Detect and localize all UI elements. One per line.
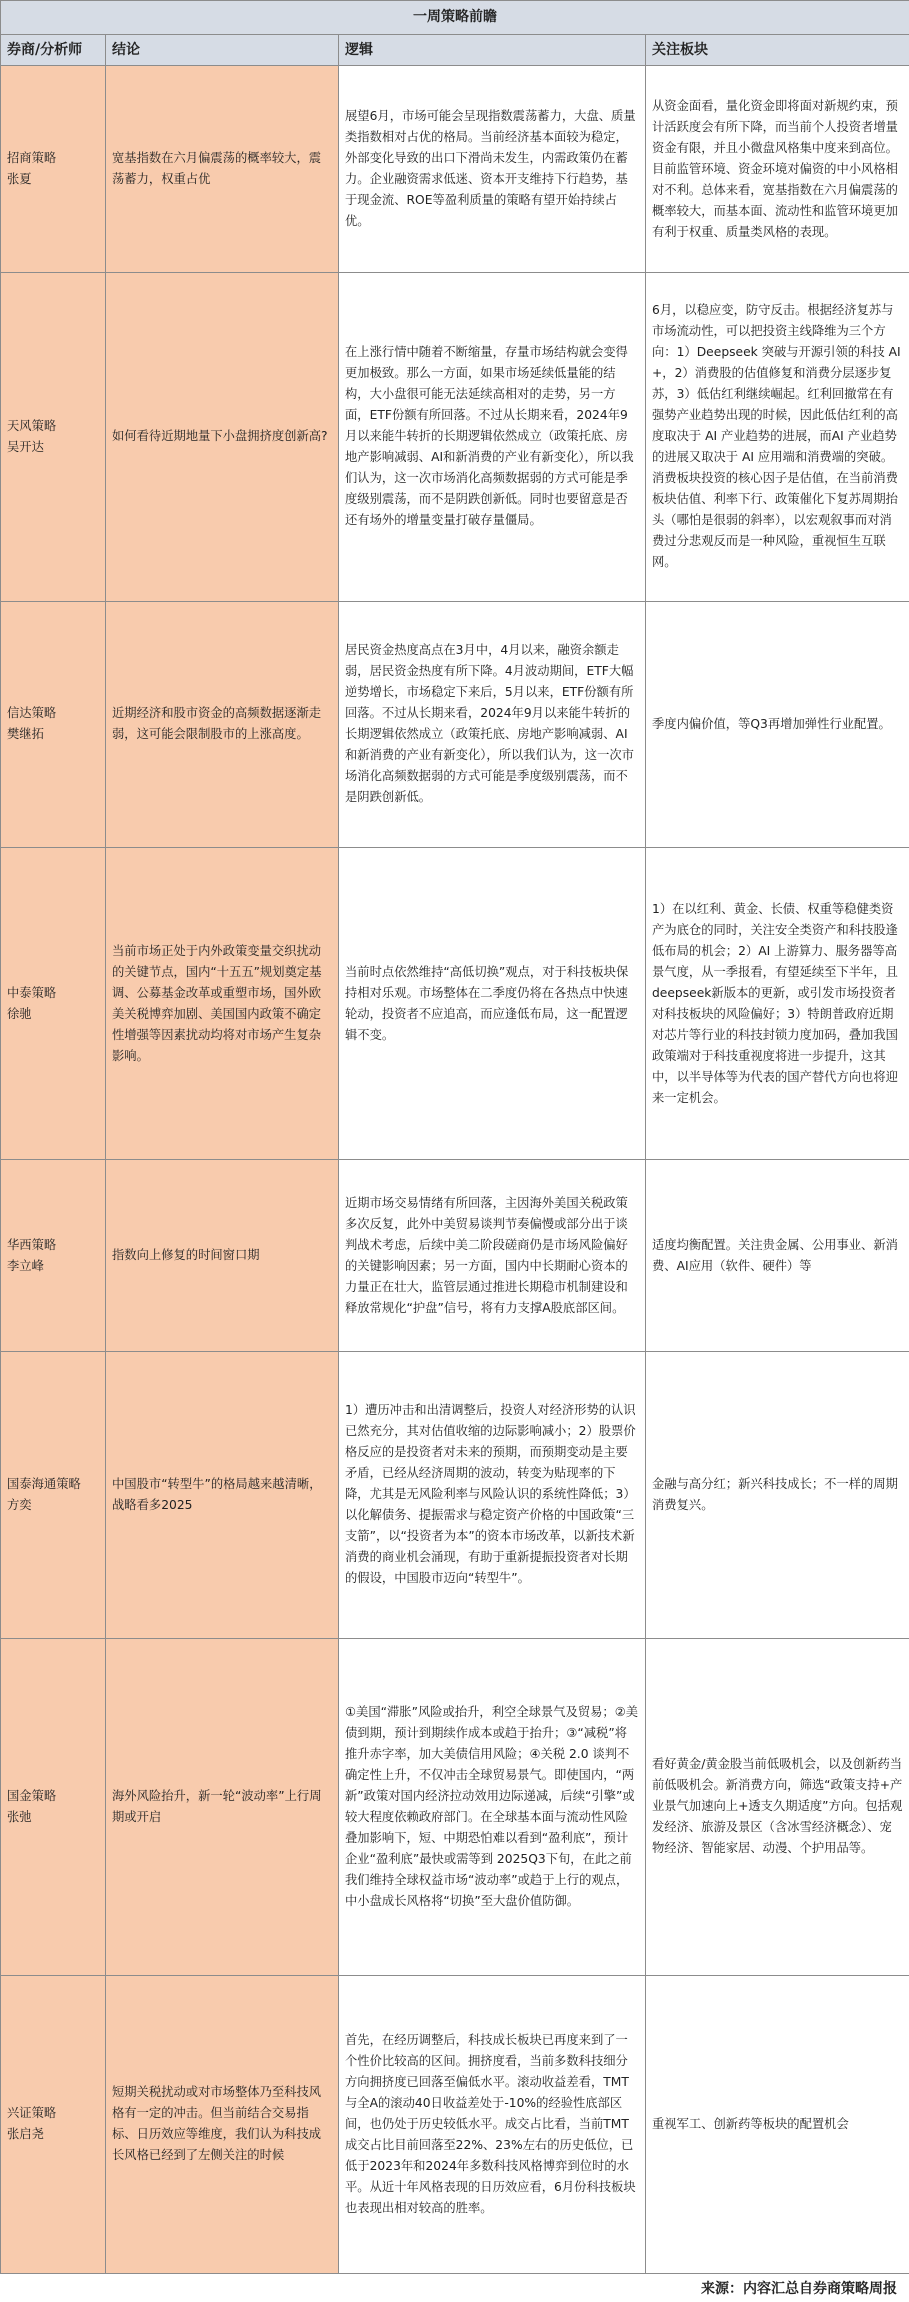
table-row bbox=[1, 66, 909, 272]
analyst-name: 张弛 bbox=[7, 1809, 32, 1824]
firm-cell bbox=[1, 272, 106, 601]
firm-cell bbox=[1, 1352, 106, 1638]
logic-cell: 1）遭历冲击和出清调整后，投资人对经济形势的认识已然充分，其对估值收缩的边际影响减小；2）股票价格反应的是投资者对未来的预期，而预期变动是主要矛盾，已经从经济周期的波动，转变为贴现率的下降，尤其是无风险利率与风险认识的系统性降低；3）以化解债务、提振需求与稳定资产价格的中国政策“三支箭”，以“投资者为本”的资本市场改革，以新技术新消费的商业机会涌现，有助于重新提振投资者对长期的假设，中国股市迈向“转型牛”。 bbox=[339, 1352, 646, 1638]
conclusion-cell: 近期经济和股市资金的高频数据逐渐走弱，这可能会限制股市的上涨高度。 bbox=[106, 601, 339, 847]
firm-cell bbox=[1, 1638, 106, 1975]
conclusion-cell: 短期关税扰动或对市场整体乃至科技风格有一定的冲击。但当前结合交易指标、日历效应等维度，我们认为科技成长风格已经到了左侧关注的时候 bbox=[106, 1975, 339, 2273]
analyst-name: 徐驰 bbox=[7, 1006, 32, 1021]
analyst-name: 樊继拓 bbox=[7, 727, 44, 742]
table-row bbox=[1, 272, 909, 601]
firm-name: 天风策略 bbox=[7, 418, 57, 433]
analyst-name: 方奕 bbox=[7, 1497, 32, 1512]
header-logic: 逻辑 bbox=[339, 34, 646, 66]
table-row bbox=[1, 1638, 909, 1975]
conclusion-cell: 如何看待近期地量下小盘拥挤度创新高? bbox=[106, 272, 339, 601]
firm-cell bbox=[1, 601, 106, 847]
logic-cell: 首先，在经历调整后，科技成长板块已再度来到了一个性价比较高的区间。拥挤度看，当前多数科技细分方向拥挤度已回落至偏低水平。滚动收益差看，TMT与全A的滚动40日收益差处于-10%的经验性底部区间，也仍处于历史较低水平。成交占比看，当前TMT成交占比目前回落至22%、23%左右的历史低位，已低于2023年和2024年多数科技风格博弈到位时的水平。从近十年风格表现的日历效应看，6月份科技板块也表现出相对较高的胜率。 bbox=[339, 1975, 646, 2273]
focus-cell: 金融与高分红；新兴科技成长；不一样的周期消费复兴。 bbox=[646, 1352, 909, 1638]
conclusion-cell: 宽基指数在六月偏震荡的概率较大，震荡蓄力，权重占优 bbox=[106, 66, 339, 272]
logic-cell: 近期市场交易情绪有所回落，主因海外美国关税政策多次反复，此外中美贸易谈判节奏偏慢或部分出于谈判战术考虑，后续中美二阶段磋商仍是市场风险偏好的关键影响因素；另一方面，国内中长期耐心资本的力量正在壮大，监管层通过推进长期稳市机制建设和释放常规化“护盘”信号，将有力支撑A股底部区间。 bbox=[339, 1160, 646, 1352]
header-focus: 关注板块 bbox=[646, 34, 909, 66]
firm-name: 兴证策略 bbox=[7, 2106, 57, 2121]
table-row bbox=[1, 601, 909, 847]
firm-cell bbox=[1, 847, 106, 1160]
firm-name: 华西策略 bbox=[7, 1237, 57, 1252]
conclusion-cell: 中国股市“转型牛”的格局越来越清晰，战略看多2025 bbox=[106, 1352, 339, 1638]
logic-cell: 展望6月，市场可能会呈现指数震荡蓄力，大盘、质量类指数相对占优的格局。当前经济基本面较为稳定，外部变化导致的出口下滑尚未发生，内需政策仍在蓄力。企业融资需求低迷、资本开支维持下行趋势，基于现金流、ROE等盈利质量的策略有望开始持续占优。 bbox=[339, 66, 646, 272]
firm-cell bbox=[1, 1975, 106, 2273]
logic-cell: 当前时点依然维持“高低切换”观点，对于科技板块保持相对乐观。市场整体在二季度仍将在各热点中快速轮动，投资者不应追高，而应逢低布局，这一配置逻辑不变。 bbox=[339, 847, 646, 1160]
focus-cell: 看好黄金/黄金股当前低吸机会，以及创新药当前低吸机会。新消费方向，筛选“政策支持+产业景气加速向上+透支久期适度”方向。包括观发经济、旅游及景区（含冰雪经济概念）、宠物经济、智能家居、动漫、个护用品等。 bbox=[646, 1638, 909, 1975]
firm-name: 招商策略 bbox=[7, 151, 57, 166]
table-title: 一周策略前瞻 bbox=[1, 1, 909, 35]
logic-cell: ①美国“滞胀”风险或抬升，利空全球景气及贸易；②美债到期，预计到期续作成本或趋于抬升；③“减税”将推升赤字率，加大美债信用风险；④关税 2.0 谈判不确定性上升，不仅冲击全球贸易景气。即使国内，“两新”政策对国内经济拉动效用边际递减，后续“引擎”或较大程度依赖政府部门。在全球基本面与流动性风险叠加影响下，短、中期恐怕难以看到“盈利底”，预计企业“盈利底”最快或需等到 2025Q3下旬，在此之前我们维持全球权益市场“波动率”或趋于上行的观点，中小盘成长风格将“切换”至大盘价值防御。 bbox=[339, 1638, 646, 1975]
table-row bbox=[1, 1160, 909, 1352]
firm-cell bbox=[1, 66, 106, 272]
header-conclusion: 结论 bbox=[106, 34, 339, 66]
conclusion-cell: 当前市场正处于内外政策变量交织扰动的关键节点，国内“十五五”规划奠定基调、公募基金改革或重塑市场，国外欧美关税博弈加剧、美国国内政策不确定性增强等因素扰动均将对市场产生复杂影响。 bbox=[106, 847, 339, 1160]
focus-cell: 6月，以稳应变，防守反击。根据经济复苏与市场流动性，可以把投资主线降维为三个方向：1）Deepseek 突破与开源引领的科技 AI+，2）消费股的估值修复和消费分层逐步复苏，3）低估红利继续崛起。红利回撤常在有强势产业趋势出现的时候，因此低估红利的高度取决于 AI 产业趋势的进展，而AI 产业趋势的进展又取决于 AI 应用端和消费端的突破。消费板块投资的核心因子是估值，在当前消费板块估值、利率下行、政策催化下复苏周期抬头（哪怕是很弱的斜率），以宏观叙事而对消费过分悲观反而是一种风险，重视恒生互联网。 bbox=[646, 272, 909, 601]
table-row bbox=[1, 847, 909, 1160]
logic-cell: 居民资金热度高点在3月中，4月以来，融资余额走弱，居民资金热度有所下降。4月波动期间，ETF大幅逆势增长，市场稳定下来后，5月以来，ETF份额有所回落。不过从长期来看，2024年9月以来能牛转折的长期逻辑依然成立（政策托底、房地产影响减弱、AI和新消费的产业有新变化），所以我们认为，这一次市场消化高频数据弱的方式可能是季度级别震荡，而不是阴跌创新低。 bbox=[339, 601, 646, 847]
logic-cell: 在上涨行情中随着不断缩量，存量市场结构就会变得更加极致。那么一方面，如果市场延续低量能的结构，大小盘很可能无法延续高相对的走势，另一方面，ETF份额有所回落。不过从长期来看，2024年9月以来能牛转折的长期逻辑依然成立（政策托底、房地产影响减弱、AI和新消费的产业有新变化），所以我们认为，这一次市场消化高频数据弱的方式可能是季度级别震荡，而不是阴跌创新低。同时也要留意是否还有场外的增量变量打破存量僵局。 bbox=[339, 272, 646, 601]
conclusion-cell: 海外风险抬升，新一轮“波动率”上行周期或开启 bbox=[106, 1638, 339, 1975]
header-firm: 券商/分析师 bbox=[1, 34, 106, 66]
source-note: 来源：内容汇总自券商策略周报 bbox=[701, 2281, 897, 2297]
firm-name: 中泰策略 bbox=[7, 985, 57, 1000]
analyst-name: 李立峰 bbox=[7, 1258, 44, 1273]
analyst-name: 吴开达 bbox=[7, 439, 44, 454]
table-header-row bbox=[1, 34, 909, 66]
table-row bbox=[1, 1352, 909, 1638]
analyst-name: 张夏 bbox=[7, 172, 32, 187]
focus-cell: 季度内偏价值，等Q3再增加弹性行业配置。 bbox=[646, 601, 909, 847]
firm-name: 国金策略 bbox=[7, 1788, 57, 1803]
focus-cell: 重视军工、创新药等板块的配置机会 bbox=[646, 1975, 909, 2273]
table-row bbox=[1, 1975, 909, 2273]
conclusion-cell: 指数向上修复的时间窗口期 bbox=[106, 1160, 339, 1352]
focus-cell: 1）在以红利、黄金、长债、权重等稳健类资产为底仓的同时，关注安全类资产和科技股逢低布局的机会；2）AI 上游算力、服务器等高景气度，从一季报看，有望延续至下半年，且deepseek新版本的更新，或引发市场投资者对科技板块的风险偏好；3）特朗普政府近期对芯片等行业的科技封锁力度加码，叠加我国政策端对于科技重视度将进一步提升，这其中，以半导体等为代表的国产替代方向也将迎来一定机会。 bbox=[646, 847, 909, 1160]
firm-name: 国泰海通策略 bbox=[7, 1476, 81, 1491]
analyst-name: 张启尧 bbox=[7, 2127, 44, 2142]
focus-cell: 从资金面看，量化资金即将面对新规约束，预计活跃度会有所下降，而当前个人投资者增量资金有限，并且小微盘风格集中度来到高位。目前监管环境、资金环境对偏资的中小风格相对不利。总体来看，宽基指数在六月偏震荡的概率较大，而基本面、流动性和监管环境更加有利于权重、质量类风格的表现。 bbox=[646, 66, 909, 272]
focus-cell: 适度均衡配置。关注贵金属、公用事业、新消费、AI应用（软件、硬件）等 bbox=[646, 1160, 909, 1352]
table-title-row bbox=[1, 1, 909, 35]
firm-cell bbox=[1, 1160, 106, 1352]
firm-name: 信达策略 bbox=[7, 706, 57, 721]
